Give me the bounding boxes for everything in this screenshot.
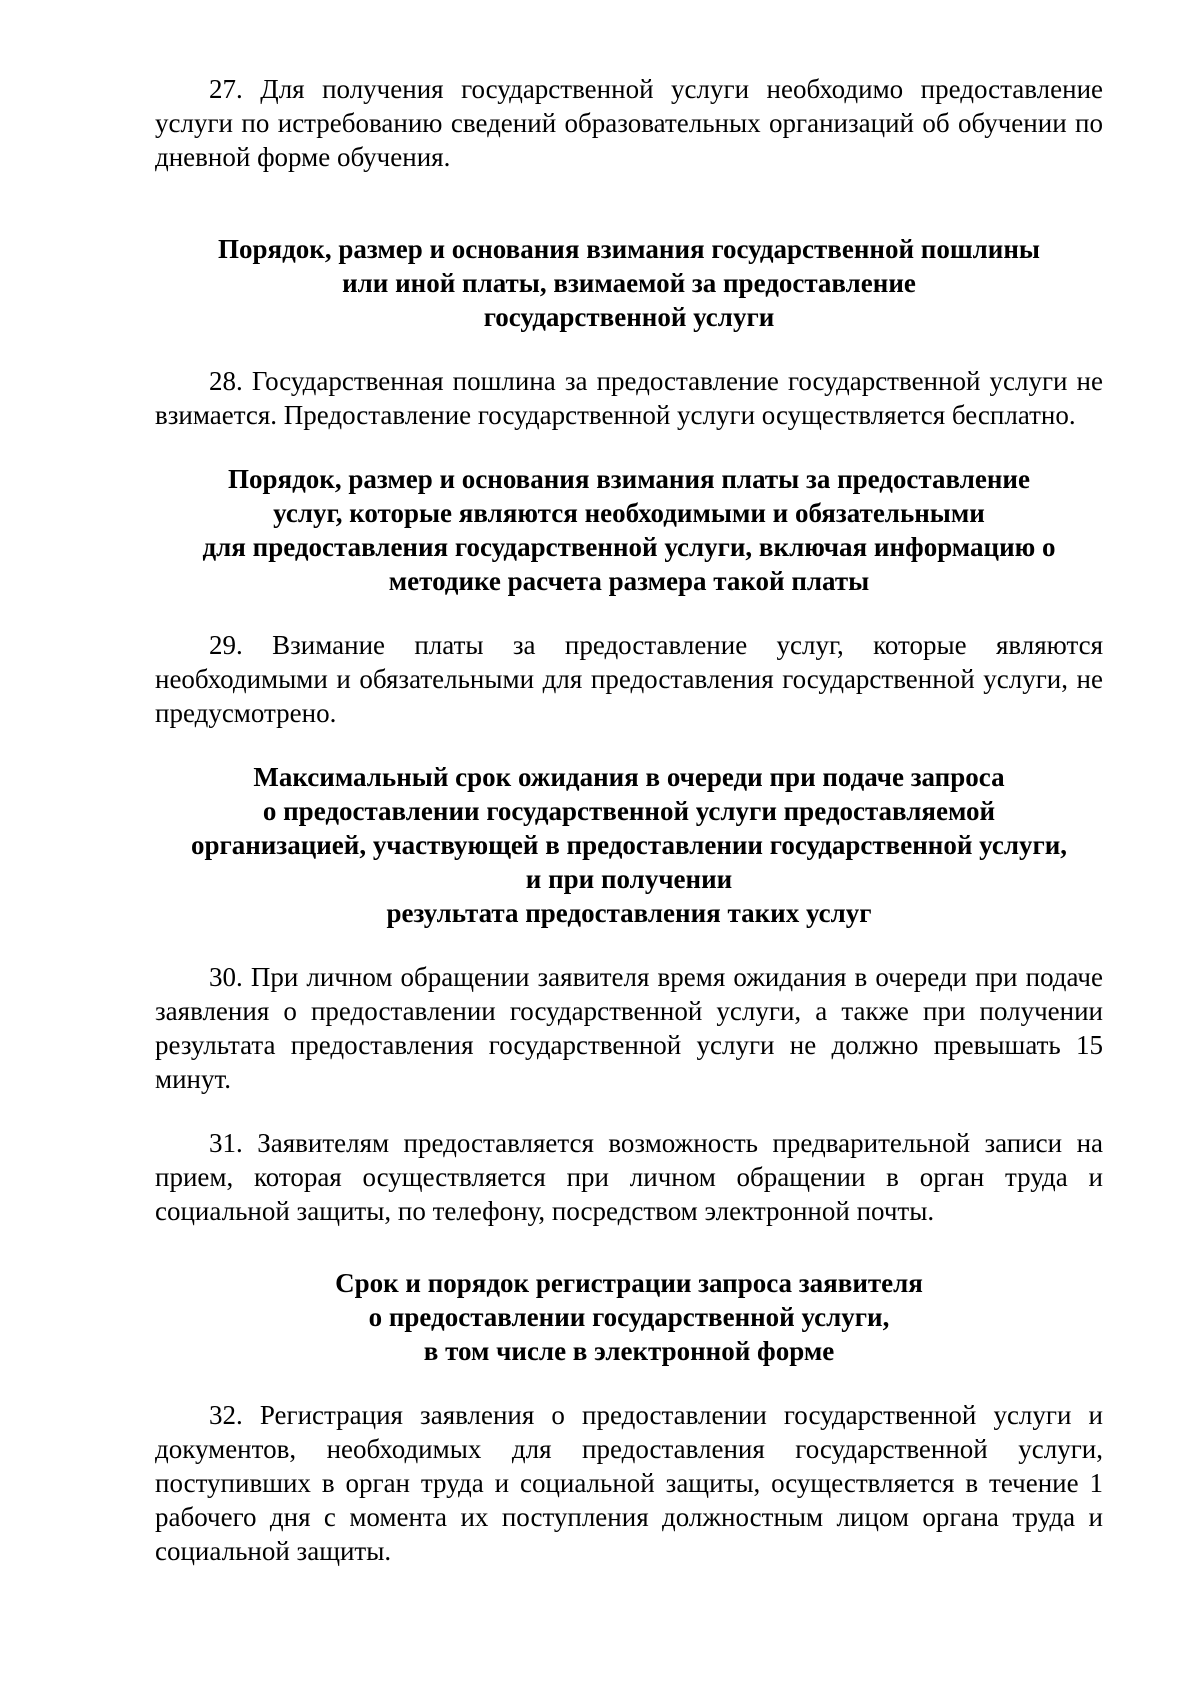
heading-line: Порядок, размер и основания взимания платы за предоставление bbox=[228, 464, 1030, 494]
paragraph-32: 32. Регистрация заявления о предоставлении государственной услуги и документов, необходимых для предоставления государственной услуги, поступивших в орган труда и социальной защиты, осуществляется в течение 1 рабочего дня с момента их поступления должностным лицом органа труда и социальной защиты. bbox=[155, 1400, 1103, 1566]
heading-line: о предоставлении государственной услуги, bbox=[368, 1302, 890, 1332]
section-heading-state-fee bbox=[155, 232, 1103, 334]
heading-line: методике расчета размера такой платы bbox=[388, 566, 870, 596]
heading-line: организацией, участвующей в предоставлении государственной услуги, bbox=[190, 830, 1068, 860]
heading-line: и при получении bbox=[525, 864, 733, 894]
paragraph-30: 30. При личном обращении заявителя время ожидания в очереди при подаче заявления о предоставлении государственной услуги, а также при получении результата предоставления государственной услуги не должно превышать 15 минут. bbox=[155, 962, 1103, 1094]
heading-line: государственной услуги bbox=[483, 302, 775, 332]
paragraph-29: 29. Взимание платы за предоставление услуг, которые являются необходимыми и обязательными для предоставления государственной услуги, не предусмотрено. bbox=[155, 630, 1103, 728]
paragraph-28: 28. Государственная пошлина за предоставление государственной услуги не взимается. Предоставление государственной услуги осуществляется бесплатно. bbox=[155, 366, 1103, 430]
section-heading-registration bbox=[155, 1266, 1103, 1368]
heading-line: Порядок, размер и основания взимания государственной пошлины bbox=[218, 234, 1040, 264]
heading-line: результата предоставления таких услуг bbox=[386, 898, 872, 928]
heading-line: в том числе в электронной форме bbox=[423, 1336, 835, 1366]
heading-line: о предоставлении государственной услуги предоставляемой bbox=[262, 796, 996, 826]
heading-line: услуг, которые являются необходимыми и обязательными bbox=[273, 498, 985, 528]
document-page bbox=[155, 72, 1103, 1568]
heading-line: Срок и порядок регистрации запроса заявителя bbox=[335, 1268, 923, 1298]
paragraph-27: 27. Для получения государственной услуги необходимо предоставление услуги по истребованию сведений образовательных организаций об обучении по дневной форме обучения. bbox=[155, 74, 1103, 172]
heading-line: или иной платы, взимаемой за предоставление bbox=[342, 268, 916, 298]
heading-line: для предоставления государственной услуги, включая информацию о bbox=[202, 532, 1056, 562]
paragraph-31: 31. Заявителям предоставляется возможность предварительной записи на прием, которая осуществляется при личном обращении в орган труда и социальной защиты, по телефону, посредством электронной почты. bbox=[155, 1128, 1103, 1226]
section-heading-service-fee bbox=[155, 462, 1103, 598]
section-heading-waiting-time bbox=[155, 760, 1103, 930]
heading-line: Максимальный срок ожидания в очереди при подаче запроса bbox=[253, 762, 1005, 792]
